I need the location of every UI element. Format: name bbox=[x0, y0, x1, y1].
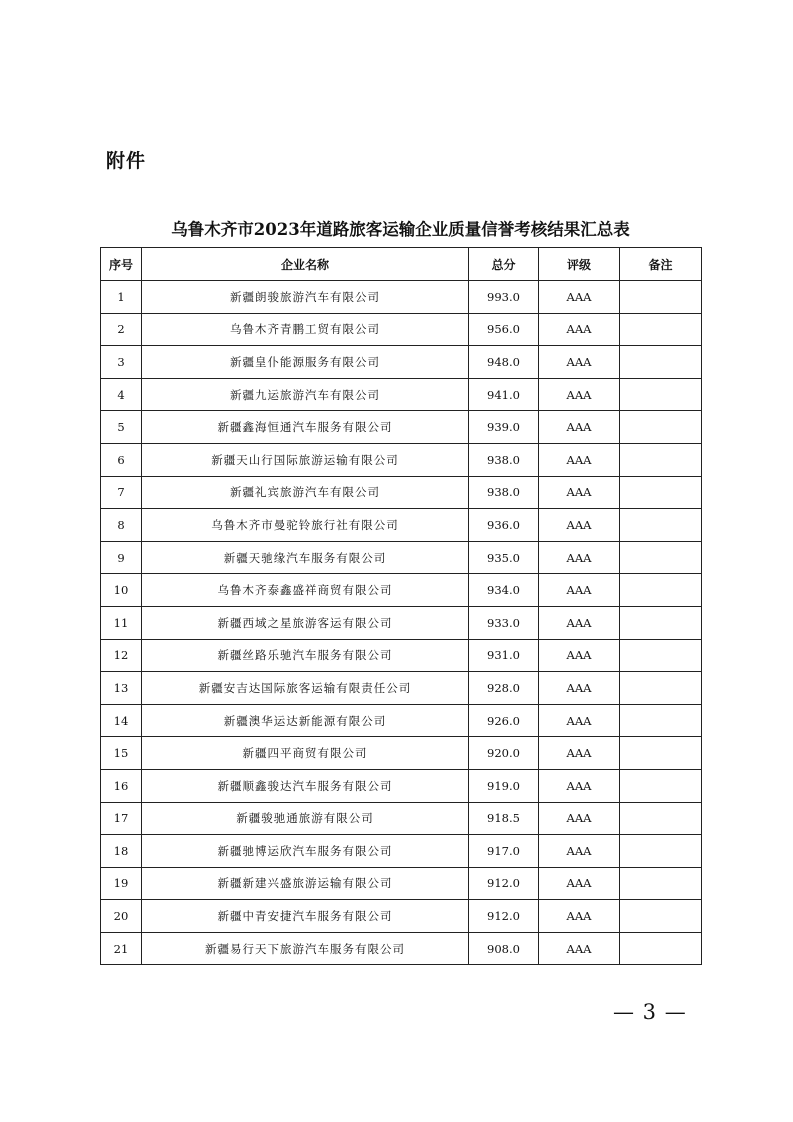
company-name: 新疆骏驰通旅游有限公司 bbox=[142, 802, 469, 835]
company-name: 乌鲁木齐青鹏工贸有限公司 bbox=[142, 313, 469, 346]
grade: AAA bbox=[539, 606, 620, 639]
header-remarks: 备注 bbox=[620, 248, 702, 281]
total-score: 938.0 bbox=[469, 443, 539, 476]
grade: AAA bbox=[539, 346, 620, 379]
total-score: 936.0 bbox=[469, 509, 539, 542]
grade: AAA bbox=[539, 509, 620, 542]
row-number: 19 bbox=[101, 867, 142, 900]
remarks bbox=[620, 378, 702, 411]
row-number: 7 bbox=[101, 476, 142, 509]
total-score: 931.0 bbox=[469, 639, 539, 672]
total-score: 918.5 bbox=[469, 802, 539, 835]
company-name: 新疆安吉达国际旅客运输有限责任公司 bbox=[142, 672, 469, 705]
remarks bbox=[620, 509, 702, 542]
row-number: 17 bbox=[101, 802, 142, 835]
table-row bbox=[101, 411, 702, 444]
row-number: 20 bbox=[101, 900, 142, 933]
company-name: 新疆澳华运达新能源有限公司 bbox=[142, 704, 469, 737]
remarks bbox=[620, 704, 702, 737]
remarks bbox=[620, 346, 702, 379]
remarks bbox=[620, 900, 702, 933]
table-row bbox=[101, 509, 702, 542]
table-header-row bbox=[101, 248, 702, 281]
grade: AAA bbox=[539, 802, 620, 835]
total-score: 926.0 bbox=[469, 704, 539, 737]
company-name: 新疆西域之星旅游客运有限公司 bbox=[142, 606, 469, 639]
total-score: 908.0 bbox=[469, 932, 539, 965]
total-score: 956.0 bbox=[469, 313, 539, 346]
remarks bbox=[620, 281, 702, 314]
total-score: 939.0 bbox=[469, 411, 539, 444]
table-row bbox=[101, 639, 702, 672]
company-name: 新疆鑫海恒通汽车服务有限公司 bbox=[142, 411, 469, 444]
company-name: 新疆易行天下旅游汽车服务有限公司 bbox=[142, 932, 469, 965]
company-name: 乌鲁木齐泰鑫盛祥商贸有限公司 bbox=[142, 574, 469, 607]
total-score: 941.0 bbox=[469, 378, 539, 411]
total-score: 928.0 bbox=[469, 672, 539, 705]
total-score: 912.0 bbox=[469, 867, 539, 900]
row-number: 18 bbox=[101, 835, 142, 868]
grade: AAA bbox=[539, 541, 620, 574]
total-score: 933.0 bbox=[469, 606, 539, 639]
row-number: 3 bbox=[101, 346, 142, 379]
row-number: 1 bbox=[101, 281, 142, 314]
company-name: 新疆丝路乐驰汽车服务有限公司 bbox=[142, 639, 469, 672]
row-number: 15 bbox=[101, 737, 142, 770]
grade: AAA bbox=[539, 932, 620, 965]
remarks bbox=[620, 541, 702, 574]
table-row bbox=[101, 378, 702, 411]
row-number: 4 bbox=[101, 378, 142, 411]
total-score: 912.0 bbox=[469, 900, 539, 933]
row-number: 14 bbox=[101, 704, 142, 737]
header-grade: 评级 bbox=[539, 248, 620, 281]
company-name: 新疆皇仆能源服务有限公司 bbox=[142, 346, 469, 379]
total-score: 919.0 bbox=[469, 769, 539, 802]
header-total-score: 总分 bbox=[469, 248, 539, 281]
grade: AAA bbox=[539, 639, 620, 672]
row-number: 8 bbox=[101, 509, 142, 542]
remarks bbox=[620, 802, 702, 835]
company-name: 新疆朗骏旅游汽车有限公司 bbox=[142, 281, 469, 314]
table-row bbox=[101, 704, 702, 737]
total-score: 917.0 bbox=[469, 835, 539, 868]
row-number: 6 bbox=[101, 443, 142, 476]
remarks bbox=[620, 672, 702, 705]
remarks bbox=[620, 606, 702, 639]
total-score: 993.0 bbox=[469, 281, 539, 314]
table-row bbox=[101, 443, 702, 476]
header-serial-number: 序号 bbox=[101, 248, 142, 281]
table-row bbox=[101, 835, 702, 868]
remarks bbox=[620, 737, 702, 770]
remarks bbox=[620, 639, 702, 672]
row-number: 2 bbox=[101, 313, 142, 346]
row-number: 13 bbox=[101, 672, 142, 705]
grade: AAA bbox=[539, 476, 620, 509]
total-score: 920.0 bbox=[469, 737, 539, 770]
total-score: 948.0 bbox=[469, 346, 539, 379]
grade: AAA bbox=[539, 672, 620, 705]
grade: AAA bbox=[539, 900, 620, 933]
grade: AAA bbox=[539, 769, 620, 802]
header-company-name: 企业名称 bbox=[142, 248, 469, 281]
table-row bbox=[101, 672, 702, 705]
table-row bbox=[101, 346, 702, 379]
grade: AAA bbox=[539, 443, 620, 476]
total-score: 934.0 bbox=[469, 574, 539, 607]
table-row bbox=[101, 574, 702, 607]
remarks bbox=[620, 476, 702, 509]
remarks bbox=[620, 574, 702, 607]
table-row bbox=[101, 867, 702, 900]
remarks bbox=[620, 313, 702, 346]
document-title: 乌鲁木齐市2023年道路旅客运输企业质量信誉考核结果汇总表 bbox=[171, 220, 630, 239]
row-number: 21 bbox=[101, 932, 142, 965]
company-name: 乌鲁木齐市曼驼铃旅行社有限公司 bbox=[142, 509, 469, 542]
table-row bbox=[101, 476, 702, 509]
table-row bbox=[101, 769, 702, 802]
row-number: 11 bbox=[101, 606, 142, 639]
table-row bbox=[101, 541, 702, 574]
remarks bbox=[620, 411, 702, 444]
company-name: 新疆新建兴盛旅游运输有限公司 bbox=[142, 867, 469, 900]
table-row bbox=[101, 802, 702, 835]
grade: AAA bbox=[539, 313, 620, 346]
total-score: 935.0 bbox=[469, 541, 539, 574]
company-name: 新疆顺鑫骏达汽车服务有限公司 bbox=[142, 769, 469, 802]
page-number: — 3 — bbox=[613, 1000, 687, 1024]
company-name: 新疆中青安捷汽车服务有限公司 bbox=[142, 900, 469, 933]
table-row bbox=[101, 900, 702, 933]
company-name: 新疆四平商贸有限公司 bbox=[142, 737, 469, 770]
grade: AAA bbox=[539, 704, 620, 737]
grade: AAA bbox=[539, 574, 620, 607]
grade: AAA bbox=[539, 737, 620, 770]
table-row bbox=[101, 932, 702, 965]
remarks bbox=[620, 443, 702, 476]
table-row bbox=[101, 737, 702, 770]
table-row bbox=[101, 313, 702, 346]
row-number: 5 bbox=[101, 411, 142, 444]
company-name: 新疆九运旅游汽车有限公司 bbox=[142, 378, 469, 411]
remarks bbox=[620, 867, 702, 900]
company-name: 新疆驰博运欣汽车服务有限公司 bbox=[142, 835, 469, 868]
remarks bbox=[620, 835, 702, 868]
company-name: 新疆天驰缘汽车服务有限公司 bbox=[142, 541, 469, 574]
grade: AAA bbox=[539, 867, 620, 900]
results-table bbox=[100, 247, 702, 965]
row-number: 10 bbox=[101, 574, 142, 607]
grade: AAA bbox=[539, 281, 620, 314]
row-number: 9 bbox=[101, 541, 142, 574]
grade: AAA bbox=[539, 411, 620, 444]
company-name: 新疆天山行国际旅游运输有限公司 bbox=[142, 443, 469, 476]
company-name: 新疆礼宾旅游汽车有限公司 bbox=[142, 476, 469, 509]
row-number: 16 bbox=[101, 769, 142, 802]
row-number: 12 bbox=[101, 639, 142, 672]
total-score: 938.0 bbox=[469, 476, 539, 509]
remarks bbox=[620, 769, 702, 802]
grade: AAA bbox=[539, 378, 620, 411]
grade: AAA bbox=[539, 835, 620, 868]
table-row bbox=[101, 281, 702, 314]
remarks bbox=[620, 932, 702, 965]
table-row bbox=[101, 606, 702, 639]
annex-label: 附件 bbox=[106, 150, 147, 172]
